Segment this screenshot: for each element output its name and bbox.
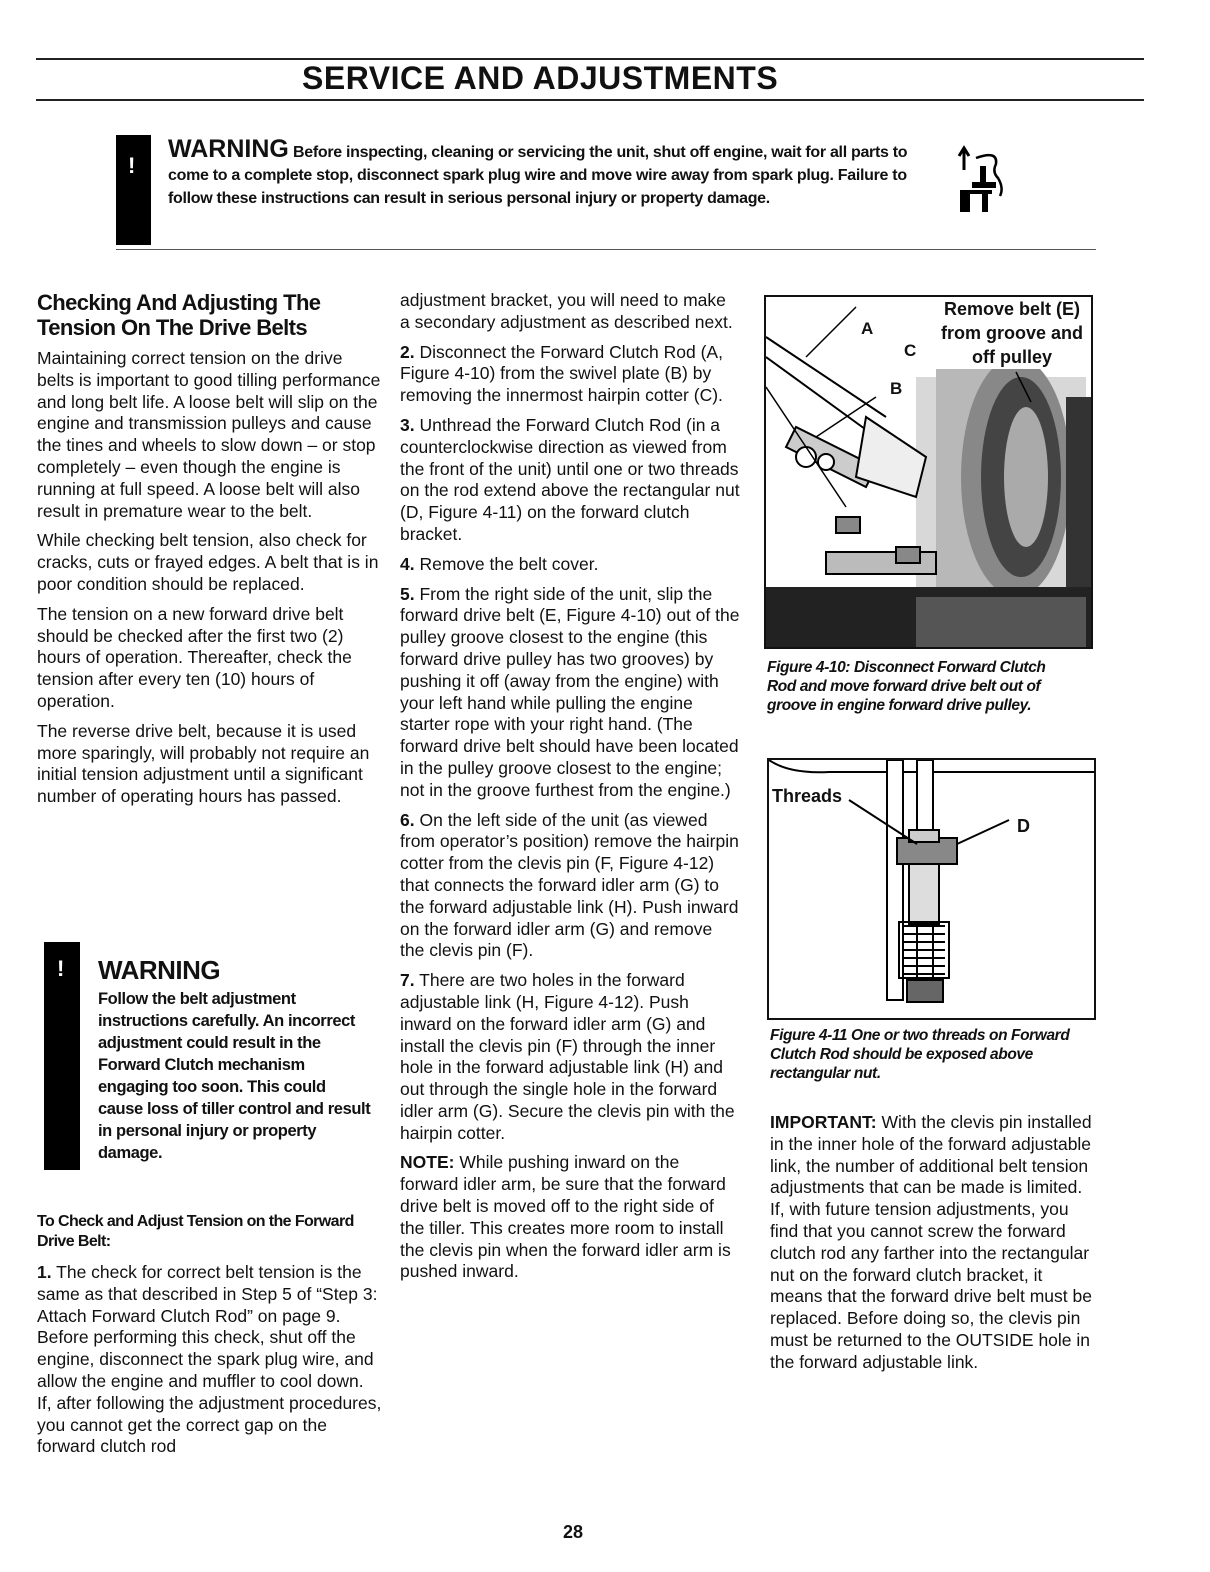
- col2-step-7: [400, 970, 740, 1144]
- col2-step-6: [400, 810, 740, 963]
- important-label: IMPORTANT:: [770, 1112, 877, 1132]
- col1-warning-bar: [44, 942, 80, 1170]
- fig10-callout: Remove belt (E) from groove and off pulley: [940, 299, 1083, 367]
- header-bottom-rule: [36, 99, 1144, 101]
- step-number: 3.: [400, 414, 415, 435]
- page-number: 28: [563, 1522, 584, 1542]
- column-2: [400, 290, 740, 1291]
- step-number: 5.: [400, 583, 415, 604]
- fig10-label-c: C: [904, 341, 917, 360]
- top-warning-bar: [116, 135, 151, 245]
- important-paragraph: [770, 1112, 1092, 1374]
- fig10-label-b: B: [890, 379, 903, 398]
- figure-4-11-caption: Figure 4-11 One or two threads on Forward Clutch Rod should be exposed above rectangular nut.: [770, 1027, 1070, 1082]
- step-text: Disconnect the Forward Clutch Rod (A, Figure 4-10) from the swivel plate (B) by removing the innermost hairpin cotter (C).: [400, 341, 723, 406]
- col1-paragraph-2: While checking belt tension, also check for cracks, cuts or frayed edges. A belt that is in poor condition should be replaced.: [37, 530, 379, 594]
- exclamation-icon: !: [128, 153, 136, 178]
- step-number: 1.: [37, 1262, 52, 1282]
- col1-paragraph-1: Maintaining correct tension on the drive belts is important to good tilling performance and long belt life. A loose belt will slip on the engine and transmission pulleys and cause the tines and wheels to slow down – or stop completely – even though the engine is running at full speed. A loose belt will also result in premature wear to the belt.: [37, 348, 381, 521]
- top-warning-text: [168, 135, 948, 210]
- important-note: [770, 1112, 1092, 1382]
- top-warning-body: Before inspecting, cleaning or servicing the unit, shut off engine, wait for all parts to come to a complete stop, disconnect spark plug wire and move wire away from spark plug. Failure to follow these instructions can result in serious personal injury or property damage.: [168, 144, 908, 207]
- col2-step-3: [400, 415, 740, 546]
- step-number: 6.: [400, 809, 415, 830]
- subheading: To Check and Adjust Tension on the Forward Drive Belt:: [37, 1213, 354, 1250]
- fig11-label-threads: Threads: [772, 786, 843, 806]
- figure-4-10-caption: Figure 4-10: Disconnect Forward Clutch Rod and move forward drive belt out of groove in engine forward drive pulley.: [767, 659, 1046, 714]
- warning-divider-rule: [116, 249, 1096, 250]
- page-title: SERVICE AND ADJUSTMENTS: [302, 60, 779, 96]
- note-text: While pushing inward on the forward idler arm, be sure that the forward drive belt is moved off to the right side of the tiller. This creates more room to install the clevis pin when the forward idler arm is pushed inward.: [400, 1152, 731, 1282]
- col2-step-5: [400, 584, 740, 802]
- section-heading: Checking And Adjusting The Tension On The Drive Belts: [37, 290, 321, 340]
- col1-paragraph-3: The tension on a new forward drive belt should be checked after the first two (2) hours of operation. Thereafter, check the tension after every ten (10) hours of operation.: [37, 603, 352, 711]
- col2-continuation: adjustment bracket, you will need to make a secondary adjustment as described next.: [400, 290, 733, 332]
- col1-paragraph-4: The reverse drive belt, because it is used more sparingly, will probably not require an initial tension adjustment until a significant number of operating hours has passed.: [37, 720, 370, 807]
- note-label: NOTE:: [400, 1152, 455, 1173]
- step-text: The check for correct belt tension is the same as that described in Step 5 of “Step 3: Attach Forward Clutch Rod” on page 9. Before performing this check, shut off the engine, disconnect the spark plug wire, and allow the engine and muffler to cool down. If, after following the adjustment procedures, you cannot get the correct gap on the forward clutch rod: [37, 1262, 382, 1457]
- col2-step-2: [400, 342, 740, 407]
- step-text: Unthread the Forward Clutch Rod (in a counterclockwise direction as viewed from the front of the unit) until one or two threads on the rod extend above the rectangular nut (D, Figure 4-11) on the forward clutch bracket.: [400, 414, 740, 544]
- fig10-label-a: A: [861, 319, 874, 338]
- figure-4-10-illustration: [764, 295, 1093, 649]
- column-1: [37, 290, 382, 816]
- important-text: With the clevis pin installed in the inner hole of the forward adjustable link, the number of additional belt tension adjustments that can be made is limited. If, with future tension adjustments, you find that you cannot screw the forward clutch rod any farther into the rectangular nut on the forward clutch bracket, it means that the forward drive belt must be replaced. Before doing so, the clevis pin must be returned to the OUTSIDE hole in the forward adjustable link.: [770, 1112, 1092, 1372]
- step-number: 2.: [400, 341, 415, 362]
- col1-warning-label: WARNING: [98, 955, 221, 985]
- fig11-label-d: D: [1017, 816, 1030, 836]
- exclamation-icon: !: [57, 956, 65, 981]
- step-number: 7.: [400, 970, 415, 991]
- step-text: On the left side of the unit (as viewed from operator’s position) remove the hairpin cotter from the clevis pin (F, Figure 4-12) that connects the forward idler arm (G) to the forward adjustable link (H). Push inward on the forward idler arm (G) and remove the clevis pin (F).: [400, 809, 739, 961]
- col2-step-4: [400, 554, 740, 576]
- column-1-lower: [37, 1212, 382, 1466]
- col1-step-1: [37, 1262, 382, 1458]
- figure-4-11-illustration: [767, 758, 1096, 1020]
- col1-warning-text: Follow the belt adjustment instructions carefully. An incorrect adjustment could result in the Forward Clutch mechanism engaging too soon. This could cause loss of tiller control and result in personal injury or property damage.: [98, 990, 371, 1162]
- col2-note: [400, 1152, 740, 1283]
- step-text: Remove the belt cover.: [419, 553, 599, 574]
- step-text: From the right side of the unit, slip the forward drive belt (E, Figure 4-10) out of the pulley groove closest to the engine (this forward drive pulley has two grooves) by pushing it off (away from the engine) with your left hand while pulling the engine starter rope with your right hand. (The forward drive belt should have been located in the pulley groove closest to the engine; not in the groove furthest from the engine.): [400, 583, 740, 800]
- step-number: 4.: [400, 553, 415, 574]
- spark-plug-icon: [952, 140, 1012, 220]
- step-text: There are two holes in the forward adjustable link (H, Figure 4-12). Push inward on the forward idler arm (G) and install the clevis pin (F) through the inner hole in the forward adjustable link (H) and out through the single hole in the forward idler arm (G). Secure the clevis pin with the hairpin cotter.: [400, 970, 735, 1143]
- top-warning-label: WARNING: [168, 135, 289, 163]
